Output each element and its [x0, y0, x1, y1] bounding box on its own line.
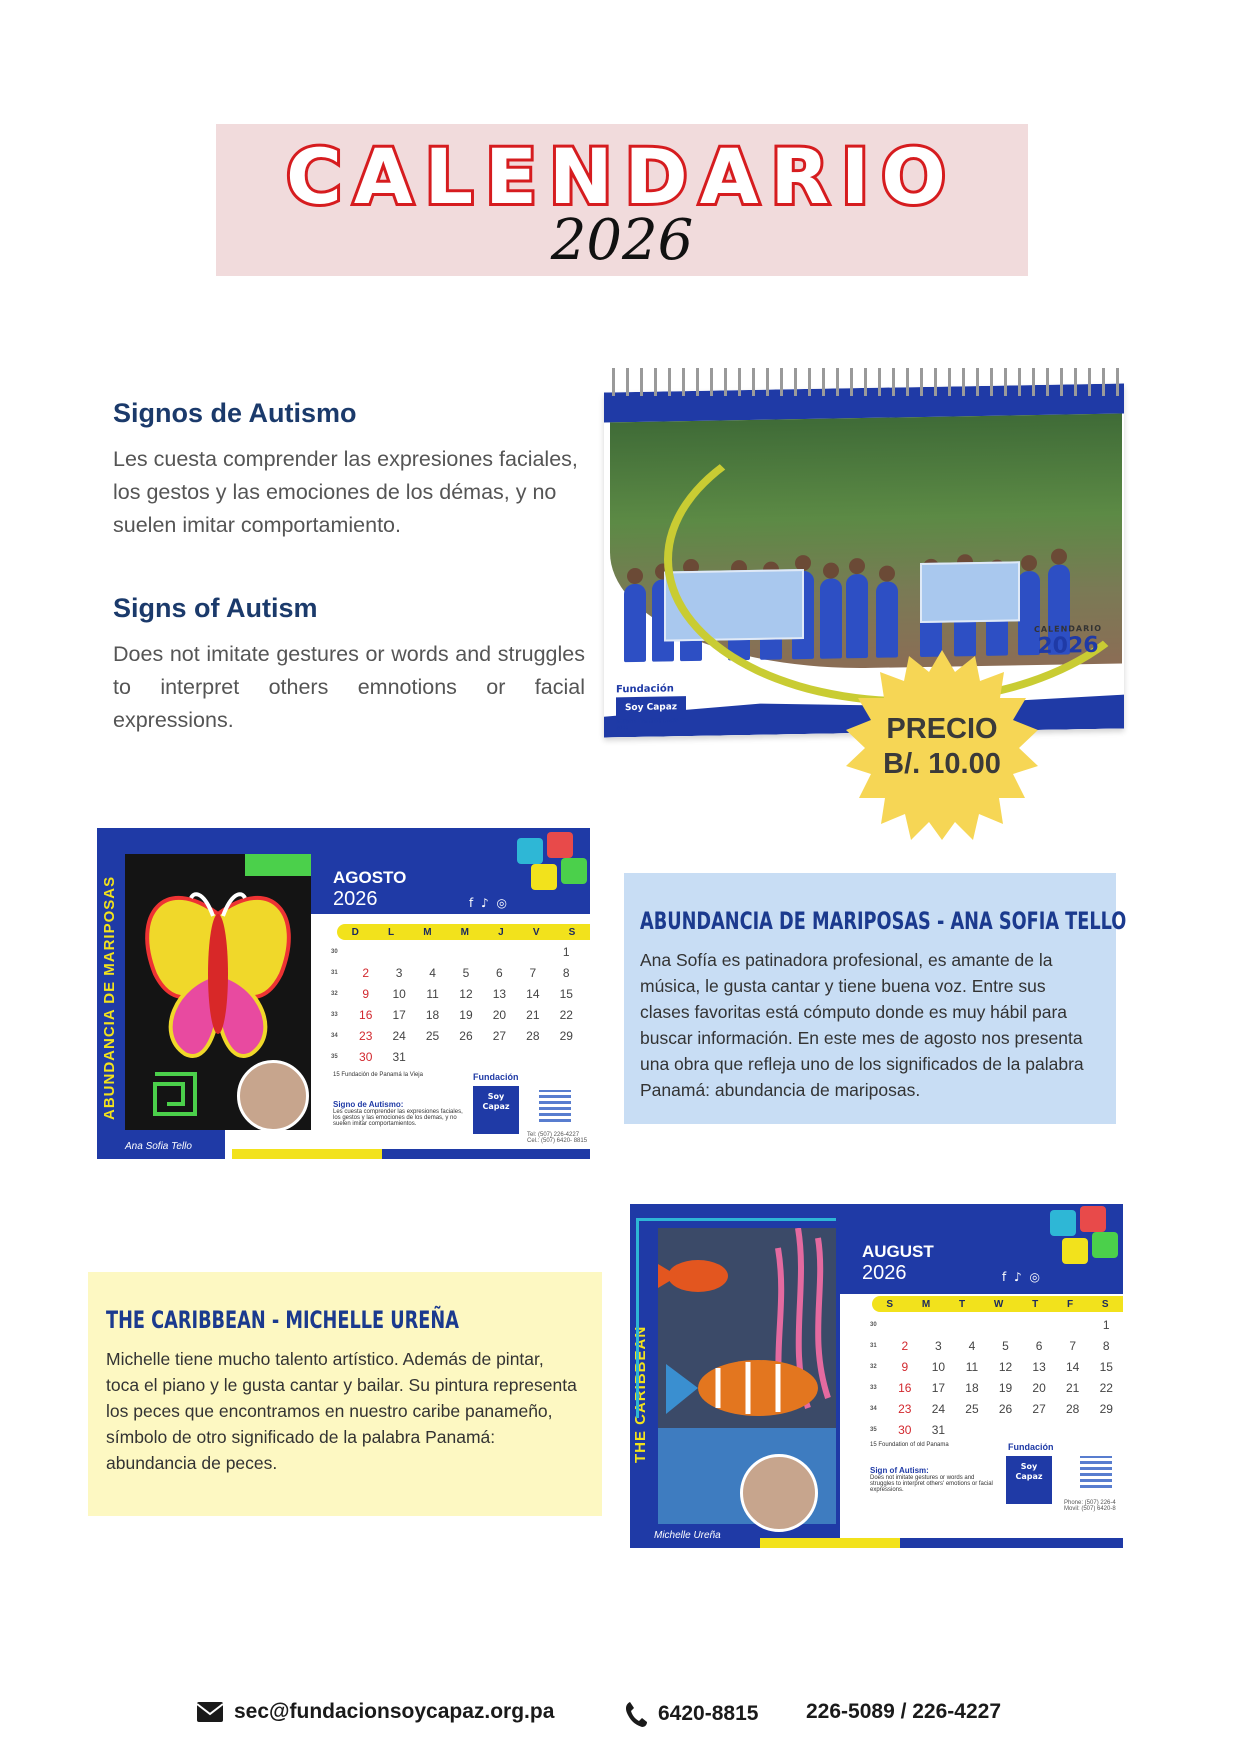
- day-cell: 16: [898, 1380, 912, 1395]
- day-cell: 21: [526, 1007, 540, 1022]
- autism-note: Sign of Autism: Does not imitate gestures or words and struggles to interpret others' emotions or facial expressions.: [870, 1466, 993, 1493]
- day-cell: 27: [492, 1028, 507, 1043]
- day-cell: 26: [459, 1028, 473, 1043]
- foundation-label: Fundación: [1008, 1442, 1054, 1452]
- footer-landlines[interactable]: [806, 1700, 1001, 1724]
- puzzle-icon: [517, 832, 587, 902]
- week-number: 31: [870, 1342, 877, 1349]
- day-cell: 28: [526, 1028, 540, 1043]
- page-year: 2026: [550, 208, 694, 273]
- day-cell: 10: [392, 986, 406, 1001]
- day-cell: 8: [1102, 1338, 1110, 1353]
- day-cell: 29: [1099, 1401, 1113, 1416]
- info-spanish-text: Les cuesta comprender las expresiones faciales, los gestos y las emociones de los démas, y no suelen imitar comportamiento.: [113, 447, 578, 537]
- day-cell: 14: [1066, 1359, 1080, 1374]
- week-row: [870, 1356, 1123, 1377]
- week-number: 33: [331, 1011, 338, 1018]
- day-cell: 22: [559, 1007, 573, 1022]
- artist-name: Michelle Ureña: [654, 1530, 721, 1541]
- day-cell: 5: [462, 965, 470, 980]
- day-cell: 13: [492, 986, 507, 1001]
- month-name: AUGUST: [862, 1242, 934, 1261]
- autism-note: Signo de Autismo: Les cuesta comprender las expresiones faciales, los gestos y las emociones de los demas, y no suelen imitar comportamientos.: [333, 1100, 463, 1127]
- day-cell: 15: [559, 986, 573, 1001]
- day-cell: 30: [898, 1422, 912, 1437]
- artwork-text: Ana Sofía es patinadora profesional, es amante de la música, le gusta cantar y tiene buena voz. Entre sus clases favoritas está cómputo donde es muy hábil para buscar información. En este mes de agosto nos presenta una obra que refleja uno de los significados de la palabra Panamá: abundancia de mariposas.: [640, 950, 1084, 1100]
- info-spanish-title: Signos de Autismo: [113, 398, 357, 428]
- day-cell: 9: [362, 986, 370, 1001]
- day-cell: 3: [395, 965, 403, 980]
- artwork-description-caribbean: [88, 1272, 602, 1516]
- month-year: 2026: [333, 888, 378, 910]
- day-cell: 8: [562, 965, 570, 980]
- price-badge: [843, 650, 1041, 840]
- week-number: 32: [331, 990, 338, 997]
- qr-code: [1080, 1456, 1112, 1488]
- footer-email[interactable]: [196, 1700, 554, 1724]
- info-english: [113, 593, 585, 737]
- month-header: [333, 868, 406, 911]
- day-cell: 5: [1002, 1338, 1009, 1353]
- email-text: sec@fundacionsoycapaz.org.pa: [234, 1700, 555, 1723]
- day-cell: 20: [492, 1007, 507, 1022]
- day-cell: 22: [1099, 1380, 1113, 1395]
- month-year: 2026: [862, 1262, 907, 1284]
- day-cell: 1: [562, 944, 570, 959]
- info-english-title: Signs of Autism: [113, 593, 318, 623]
- price-value: B/. 10.00: [883, 748, 1001, 780]
- day-cell: 21: [1066, 1380, 1080, 1395]
- day-cell: 18: [425, 1007, 440, 1022]
- contact-footer: [0, 1700, 1240, 1740]
- spiral-binding: [606, 368, 1126, 396]
- day-cell: 15: [1099, 1359, 1113, 1374]
- day-cell: 1: [1102, 1317, 1110, 1332]
- day-cell: 12: [459, 986, 473, 1001]
- week-number: 34: [331, 1032, 338, 1039]
- week-row: [331, 1004, 583, 1025]
- calendar-page-agosto: [97, 828, 590, 1159]
- week-row: [870, 1419, 1123, 1440]
- puzzle-icon: [1050, 1206, 1123, 1280]
- day-cell: 28: [1066, 1401, 1080, 1416]
- desk-year-badge: CALENDARIO 2026: [1033, 623, 1103, 659]
- day-cell: 31: [392, 1049, 406, 1064]
- day-cell: 12: [998, 1359, 1013, 1374]
- artist-photo: [740, 1454, 818, 1532]
- foundation-logo: Fundación Soy Capaz Autismo · Panamá Desde 2001: [616, 683, 686, 737]
- day-cell: 24: [931, 1401, 946, 1416]
- info-spanish: [113, 398, 585, 542]
- week-number: 34: [870, 1405, 877, 1412]
- day-cell: 18: [965, 1380, 979, 1395]
- phone-icon: [624, 1700, 648, 1728]
- day-cell: 2: [362, 965, 370, 980]
- month-name: AGOSTO: [333, 868, 407, 887]
- calendar-page-august: [630, 1204, 1123, 1548]
- header-banner: [216, 124, 1028, 276]
- foundation-logo: Soy Capaz: [1006, 1456, 1052, 1504]
- vertical-title: ABUNDANCIA DE MARIPOSAS: [101, 875, 118, 1121]
- day-cell: 6: [496, 965, 503, 980]
- day-cell: 25: [965, 1401, 979, 1416]
- day-grid: [331, 941, 583, 1067]
- day-cell: 7: [1069, 1338, 1077, 1353]
- day-cell: 3: [935, 1338, 942, 1353]
- week-row: [870, 1377, 1123, 1398]
- day-cell: 2: [901, 1338, 909, 1353]
- artwork-description-mariposas: [624, 873, 1127, 1124]
- day-cell: 16: [359, 1007, 373, 1022]
- social-icons: f ♪ ◎: [469, 896, 509, 910]
- week-number: 35: [870, 1426, 877, 1433]
- day-cell: 13: [1032, 1359, 1046, 1374]
- day-cell: 6: [1035, 1338, 1043, 1353]
- holiday-note: 15 Fundación de Panamá la Vieja: [333, 1072, 423, 1078]
- day-cell: 24: [392, 1028, 406, 1043]
- artwork-title: THE CARIBBEAN - MICHELLE UREÑA: [106, 1306, 459, 1334]
- envelope-icon: [196, 1701, 224, 1723]
- foundation-label: Fundación: [473, 1072, 519, 1082]
- day-cell: 4: [429, 965, 436, 980]
- day-cell: 17: [392, 1007, 406, 1022]
- week-row: [331, 941, 583, 962]
- day-cell: 23: [359, 1028, 373, 1043]
- month-header: [862, 1242, 934, 1285]
- week-row: [331, 962, 583, 983]
- day-cell: 11: [426, 986, 439, 1001]
- footer-phone[interactable]: [624, 1700, 758, 1728]
- qr-code: [539, 1090, 571, 1122]
- day-cell: 19: [998, 1380, 1013, 1395]
- weekday-header: S M T W T F S: [872, 1296, 1123, 1312]
- week-row: [870, 1335, 1123, 1356]
- day-cell: 23: [898, 1401, 912, 1416]
- week-number: 30: [331, 948, 338, 955]
- week-row: [870, 1398, 1123, 1419]
- day-cell: 26: [998, 1401, 1013, 1416]
- week-number: 32: [870, 1363, 877, 1370]
- day-cell: 14: [526, 986, 540, 1001]
- contact-phone: Tel: (507) 226-4227: [527, 1132, 580, 1138]
- day-grid: [870, 1314, 1123, 1440]
- price-label: PRECIO: [886, 713, 998, 745]
- week-row: [331, 1025, 583, 1046]
- week-row: [331, 1046, 583, 1067]
- week-number: 33: [870, 1384, 877, 1391]
- info-english-text: Does not imitate gestures or words and struggles to interpret others emnotions or facial expressions.: [113, 642, 585, 732]
- day-cell: 10: [931, 1359, 946, 1374]
- week-number: 30: [870, 1321, 877, 1328]
- day-cell: 4: [968, 1338, 976, 1353]
- day-cell: 20: [1032, 1380, 1046, 1395]
- foundation-logo: Soy Capaz: [473, 1086, 519, 1134]
- week-row: [331, 983, 583, 1004]
- week-number: 31: [331, 969, 338, 976]
- day-cell: 29: [559, 1028, 573, 1043]
- day-cell: 30: [359, 1049, 373, 1064]
- artwork-text: Michelle tiene mucho talento artístico. Además de pintar, toca el piano y le gusta cantar y bailar. Su pintura representa los peces que encontramos en nuestro caribe panameño, símbolo de otro significado de la palabra Panamá: abundancia de peces.: [106, 1349, 577, 1473]
- contact-phone: Phone: (507) 226-4: [1064, 1500, 1116, 1506]
- week-row: [870, 1314, 1123, 1335]
- day-cell: 25: [425, 1028, 440, 1043]
- vertical-title: THE CARIBBEAN: [632, 1325, 649, 1463]
- holiday-note: 15 Foundation of old Panama: [870, 1442, 949, 1448]
- weekday-header: D L M M J V S: [337, 924, 590, 940]
- day-cell: 9: [901, 1359, 909, 1374]
- phone-mobile: 6420-8815: [658, 1702, 759, 1725]
- day-cell: 19: [459, 1007, 473, 1022]
- page-title: CALENDARIO: [286, 132, 958, 221]
- artist-photo: [237, 1060, 309, 1132]
- phone-landlines: 226-5089 / 226-4227: [806, 1700, 1001, 1723]
- artist-name: Ana Sofia Tello: [125, 1141, 192, 1152]
- week-number: 35: [331, 1053, 338, 1060]
- day-cell: 17: [931, 1380, 946, 1395]
- day-cell: 27: [1032, 1401, 1046, 1416]
- day-cell: 11: [965, 1359, 979, 1374]
- social-icons: f ♪ ◎: [1002, 1270, 1042, 1284]
- day-cell: 7: [529, 965, 537, 980]
- day-cell: 31: [931, 1422, 946, 1437]
- contact-cell: Movil: (507) 6420-8: [1064, 1506, 1116, 1512]
- artwork-title: ABUNDANCIA DE MARIPOSAS - ANA SOFIA TELLO: [640, 907, 1127, 935]
- contact-cell: Cel.: (507) 6420- 8815: [527, 1138, 588, 1144]
